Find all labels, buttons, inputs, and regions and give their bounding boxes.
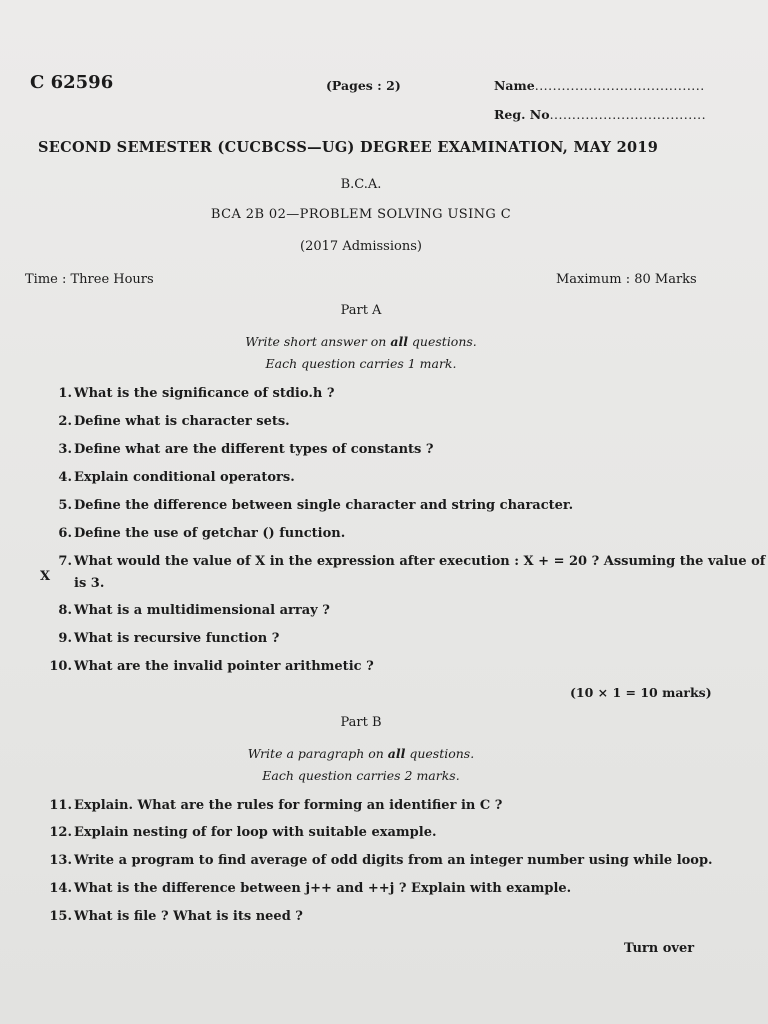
question-number: 5. — [58, 498, 72, 513]
question-item — [40, 386, 334, 401]
part-b-instruction-pre: Write a paragraph on — [247, 746, 388, 761]
maximum-marks: Maximum : 80 Marks — [556, 272, 697, 287]
question-text: What are the invalid pointer arithmetic ? — [74, 659, 374, 674]
question-text: Define what is character sets. — [74, 414, 290, 429]
question-number: 13. — [49, 853, 72, 868]
question-text: Define the difference between single character and string character. — [74, 498, 574, 513]
part-b-instruction-bold: all — [387, 746, 406, 761]
question-number: 4. — [58, 470, 72, 485]
regno-label: Reg. No — [494, 107, 550, 122]
question-item — [40, 554, 768, 584]
part-b-instruction-post: questions. — [405, 746, 475, 761]
question-number: 10. — [49, 659, 72, 674]
admission-year: (2017 Admissions) — [300, 239, 422, 254]
question-text: What is file ? What is its need ? — [74, 909, 303, 924]
question-number: 6. — [58, 526, 72, 541]
question-item — [40, 853, 713, 868]
question-text: What is recursive function ? — [74, 631, 280, 646]
question-text: Define what are the different types of constants ? — [74, 442, 434, 457]
question-text: Explain. What are the rules for forming an identifier in C ? — [74, 798, 503, 813]
question-item — [40, 798, 502, 813]
question-item — [40, 414, 290, 429]
part-a-title: Part A — [340, 303, 382, 318]
question-text: What is the difference between j++ and ++j ? Explain with example. — [74, 881, 572, 896]
question-item — [40, 825, 437, 840]
turn-over-note: Turn over — [624, 941, 695, 956]
question-text: Write a program to find average of odd digits from an integer number using while loop. — [74, 853, 713, 868]
part-a-marks-instruction: Each question carries 1 mark. — [265, 356, 457, 371]
question-text: What would the value of X in the expression after execution : X + = 20 ? Assuming the value of X — [40, 554, 766, 584]
name-dots: ...................................... — [534, 78, 705, 93]
time-allowed: Time : Three Hours — [25, 272, 154, 287]
question-text: Explain conditional operators. — [74, 470, 295, 485]
question-item — [40, 659, 374, 674]
part-a-instruction-bold: all — [390, 334, 408, 349]
question-text: What is the significance of stdio.h ? — [74, 386, 335, 401]
name-label: Name — [494, 78, 535, 93]
question-item — [40, 909, 303, 924]
question-number: 11. — [49, 798, 72, 813]
part-a-instruction — [0, 334, 722, 349]
part-a-instruction-post: questions. — [407, 334, 477, 349]
question-text: Explain nesting of for loop with suitable example. — [74, 825, 437, 840]
regno-dots: ................................... — [549, 107, 707, 122]
name-field — [494, 78, 705, 93]
question-text-continuation: is 3. — [74, 576, 105, 591]
question-item — [40, 498, 573, 513]
part-b-title: Part B — [340, 715, 382, 730]
question-number: 8. — [58, 603, 72, 618]
question-number: 1. — [58, 386, 72, 401]
question-number: 14. — [49, 881, 72, 896]
regno-field — [494, 107, 706, 122]
part-b-marks-instruction: Each question carries 2 marks. — [262, 768, 460, 783]
paper-title: BCA 2B 02—PROBLEM SOLVING USING C — [210, 207, 512, 222]
question-item — [40, 881, 571, 896]
paper-code: C 62596 — [30, 72, 114, 93]
question-number: 7. — [58, 554, 72, 569]
question-text: What is a multidimensional array ? — [74, 603, 330, 618]
question-number: 3. — [58, 442, 72, 457]
question-number: 15. — [49, 909, 72, 924]
question-item — [40, 526, 345, 541]
page-count: (Pages : 2) — [326, 78, 401, 93]
question-number: 2. — [58, 414, 72, 429]
question-text: Define the use of getchar () function. — [74, 526, 346, 541]
question-item — [40, 442, 434, 457]
course-name: B.C.A. — [340, 177, 382, 192]
exam-title: SECOND SEMESTER (CUCBCSS—UG) DEGREE EXAMINATION, MAY 2019 — [38, 139, 659, 156]
question-item — [40, 603, 330, 618]
part-b-instruction — [0, 746, 722, 761]
question-number: 12. — [49, 825, 72, 840]
part-a-instruction-pre: Write short answer on — [245, 334, 391, 349]
question-item — [40, 631, 279, 646]
question-item — [40, 470, 295, 485]
part-a-total-marks: (10 × 1 = 10 marks) — [570, 685, 712, 700]
question-number: 9. — [58, 631, 72, 646]
